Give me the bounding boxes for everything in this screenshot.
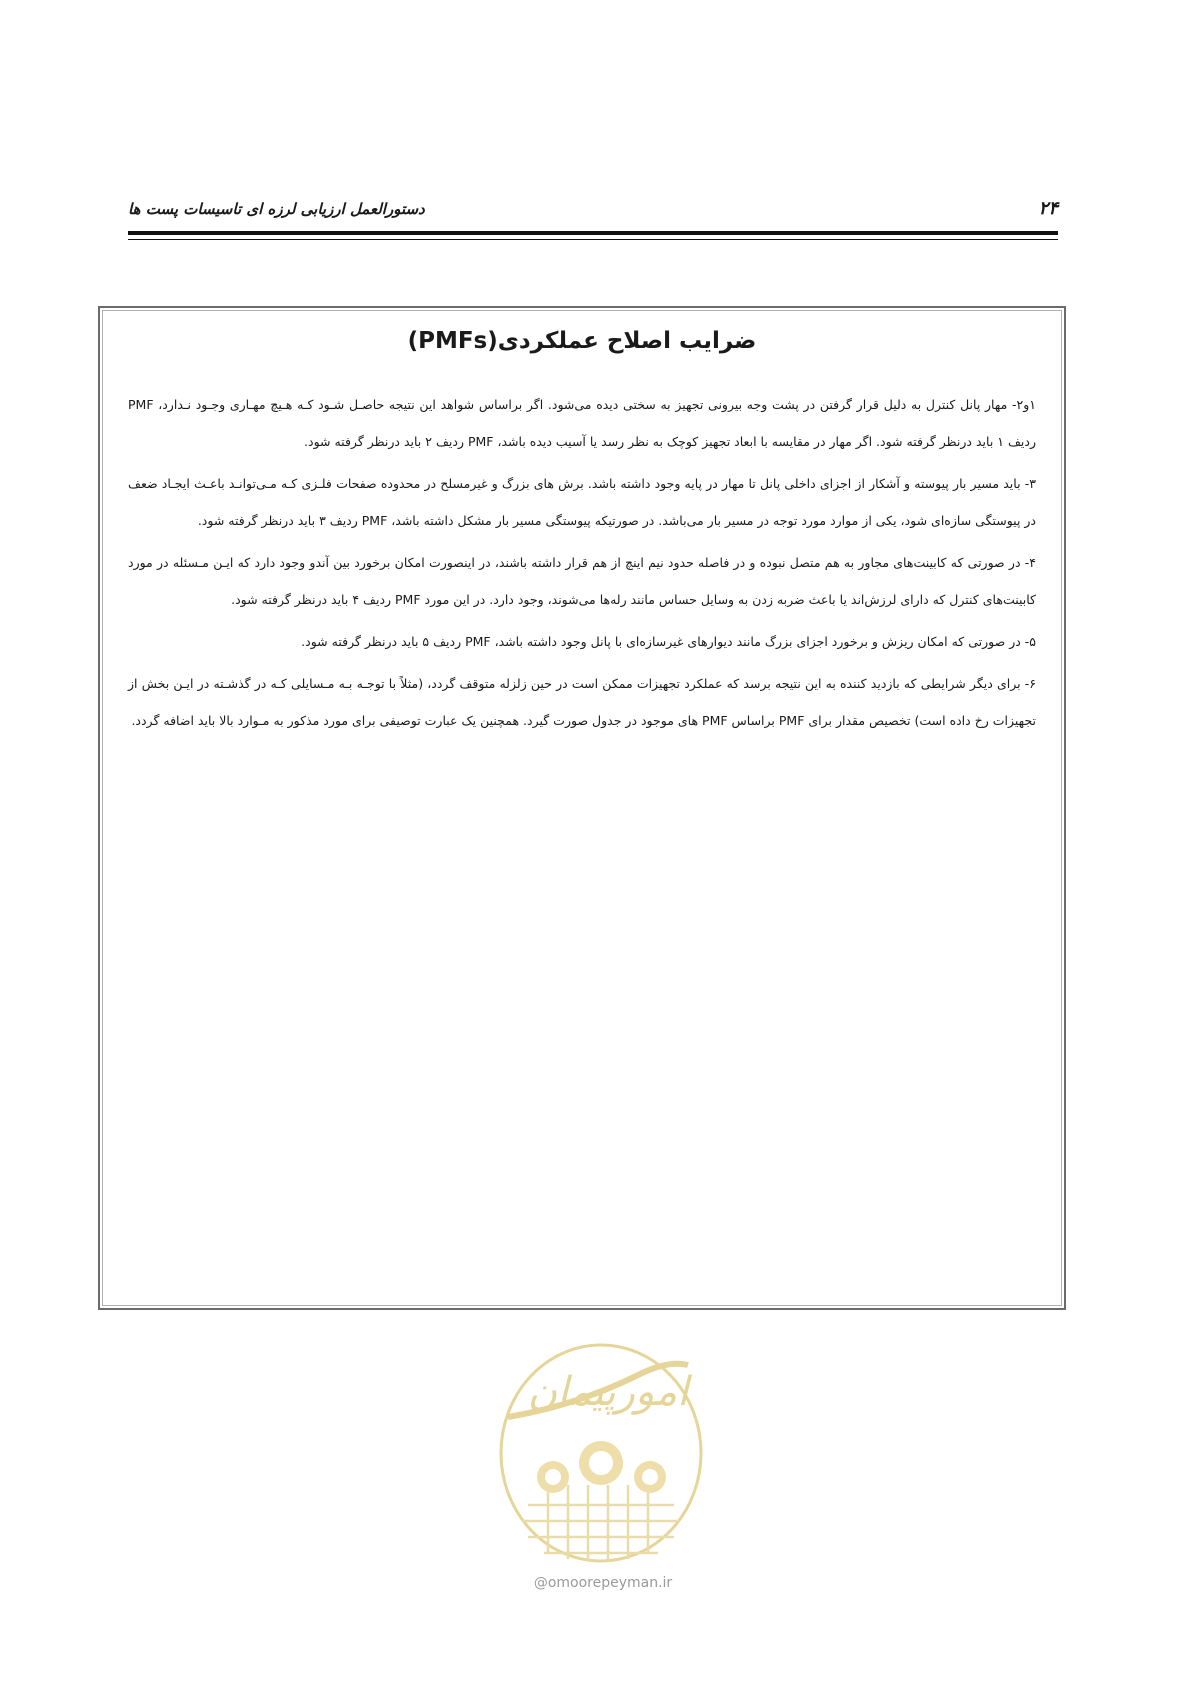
logo-text: امورپیمان — [527, 1369, 689, 1415]
footer-url: @omoorepeyman.ir — [533, 1575, 673, 1591]
running-title: دستورالعمل ارزیابی لرزه ای تاسیسات پست ها — [128, 200, 425, 218]
paragraph-4: ۵- در صورتی که امکان ریزش و برخورد اجزای بزرگ مانند دیوارهای غیرسازه‌ای با پانل وجود داشته باشد، PMF ردیف ۵ باید درنظر گرفته شود. — [301, 634, 1036, 649]
header-rule-thin — [128, 239, 1058, 240]
box-title: ضرایب اصلاح عملکردی(PMFs) — [407, 328, 757, 354]
logo-seal-icon — [488, 1335, 714, 1575]
paragraph-5: ۶- برای دیگر شرایطی که بازدید کننده به این نتیجه برسد که عملکرد تجهیزات ممکن است در حین زلزله متوقف گردد، (مثلاً با توجـه بـه مـسایلی کـه در گذشـته در ایـن بخش از تجهیزات رخ داده است) تخصیص مقدار برای PMF براساس PMF های موجود در جدول صورت گیرد. همچنین یک عبارت توصیفی برای مورد مذکور به مـوارد بالا باید اضافه گردد. — [128, 676, 1036, 728]
box-content — [128, 386, 1036, 744]
content-box — [98, 306, 1066, 1310]
paragraph-2: ۳- باید مسیر بار پیوسته و آشکار از اجزای داخلی پانل تا مهار در پایه وجود داشته باشد. برش های بزرگ و غیرمسلح در محدوده صفحات فلـزی کـه مـی‌توانـد باعـث ایجـاد ضعف در پیوستگی سازه‌ای شود، یکی از موارد مورد توجه در مسیر بار می‌باشد. در صورتیکه پیوستگی مسیر بار مشکل داشته باشد، PMF ردیف ۳ باید درنظر گرفته شود. — [128, 476, 1036, 528]
watermark-logo — [488, 1335, 714, 1575]
paragraph-3: ۴- در صورتی که کابینت‌های مجاور به هم متصل نبوده و در فاصله حدود نیم اینچ از هم قرار داشته باشند، در اینصورت امکان برخورد بین آندو وجود دارد که ایـن مـسئله در مورد کابینت‌های کنترل که دارای لرزش‌اند یا باعث ضربه زدن به وسایل حساس مانند رله‌ها می‌شوند، وجود دارد. در این مورد PMF ردیف ۴ باید درنظر گرفته شود. — [128, 555, 1036, 607]
header-rule-thick — [128, 231, 1058, 235]
page-number: ۲۴ — [1038, 198, 1058, 219]
paragraph-1: ۱و۲- مهار پانل کنترل به دلیل قرار گرفتن در پشت وجه بیرونی تجهیز به سختی دیده می‌شود. اگر براساس شواهد این نتیجه حاصـل شـود کـه هـیچ مهـاری وجـود نـدارد، PMF ردیف ۱ باید درنظر گرفته شود. اگر مهار در مقایسه با ابعاد تجهیز کوچک به نظر رسد یا آسیب دیده باشد، PMF ردیف ۲ باید درنظر گرفته شود. — [128, 397, 1036, 449]
page-header — [128, 198, 1058, 226]
